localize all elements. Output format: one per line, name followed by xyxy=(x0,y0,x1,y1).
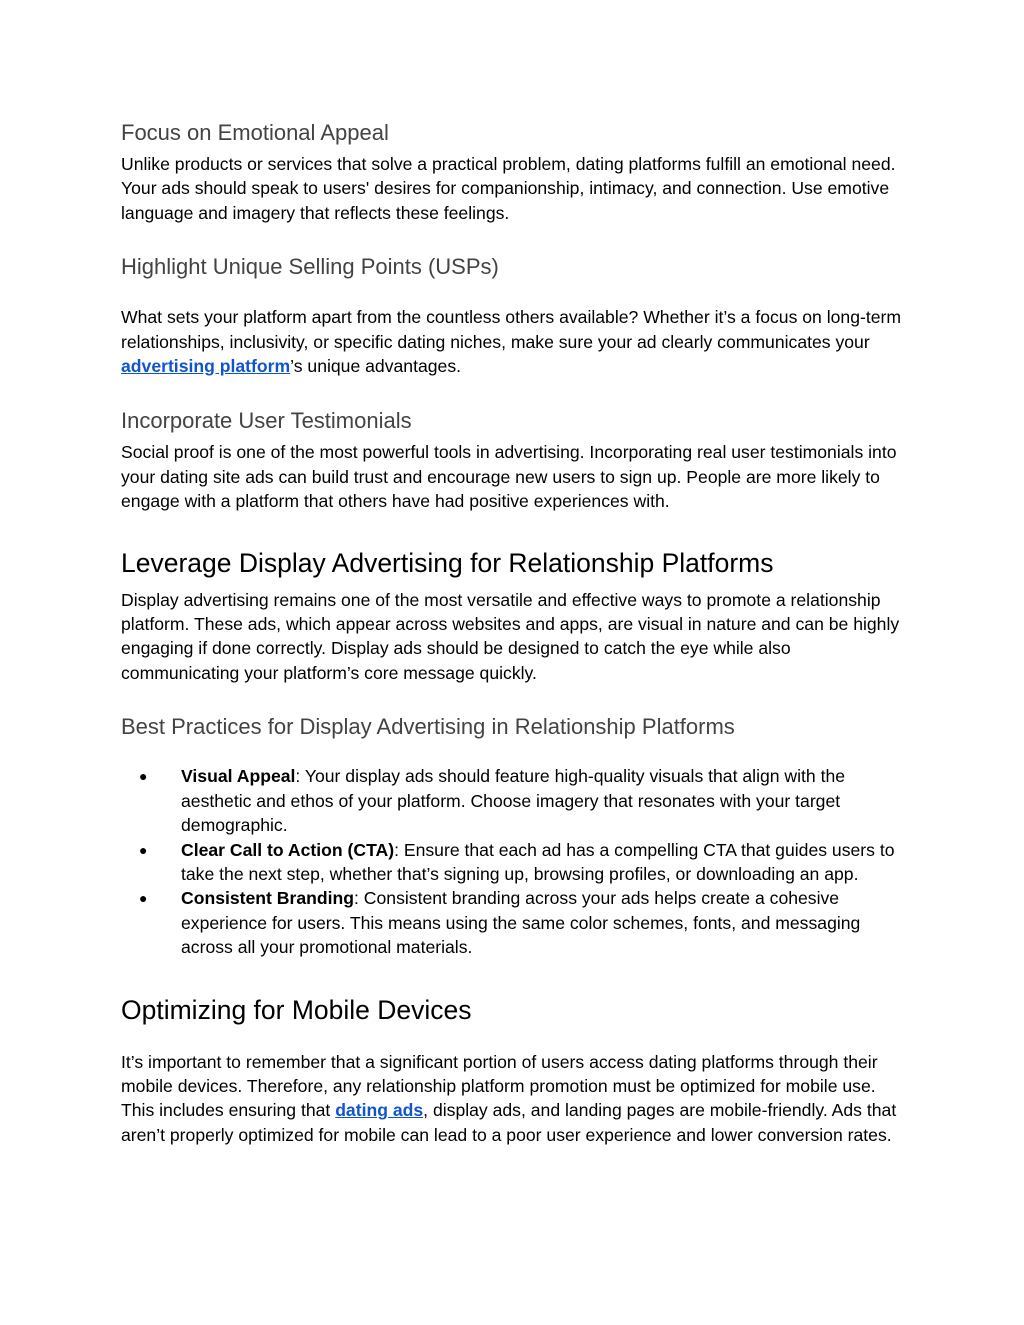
bullet-icon: ● xyxy=(139,890,148,907)
heading-best-practices: Best Practices for Display Advertising in Relationship Platforms xyxy=(121,714,735,740)
paragraph-user-testimonials: Social proof is one of the most powerful tools in advertising. Incorporating real user testimonials into your dating site ads can build trust and encourage new users to sign up. People are more likely to engage with a platform that others have had positive experiences with. xyxy=(121,442,897,512)
advertising-platform-link[interactable]: advertising platform xyxy=(121,356,291,377)
heading-unique-selling-points: Highlight Unique Selling Points (USPs) xyxy=(121,254,499,280)
best-practices-list xyxy=(121,764,904,959)
heading-mobile-devices: Optimizing for Mobile Devices xyxy=(121,994,472,1025)
list-item-title: Visual Appeal xyxy=(181,766,296,787)
dating-ads-link[interactable]: dating ads xyxy=(335,1100,424,1121)
bullet-icon: ● xyxy=(139,841,148,858)
list-item-text: : Your display ads should feature high-quality visuals that align with the aesthetic and ethos of your platform. Choose imagery that resonates with your target demographic. xyxy=(181,766,846,836)
list-item-title: Consistent Branding xyxy=(181,888,355,909)
paragraph-mobile-devices xyxy=(121,1050,904,1148)
list-item xyxy=(139,838,904,887)
list-item xyxy=(139,764,904,837)
paragraph-unique-selling-points xyxy=(121,305,904,378)
mobile-text-after: , display ads, and landing pages are mobile-friendly. Ads that aren’t properly optimized for mobile can lead to a poor user experience and lower conversion rates. xyxy=(121,1100,897,1145)
list-item-text: : Consistent branding across your ads helps create a cohesive experience for users. This means using the same color schemes, fonts, and messaging across all your promotional materials. xyxy=(181,888,861,958)
heading-emotional-appeal: Focus on Emotional Appeal xyxy=(121,120,389,145)
bullet-icon: ● xyxy=(139,768,148,785)
usp-text-after: ’s unique advantages. xyxy=(290,356,462,377)
usp-text-before: What sets your platform apart from the countless others available? Whether it’s a focus on long-term relationships, inclusivity, or specific dating niches, make sure your ad clearly communicates your xyxy=(121,307,902,352)
list-item-text: : Ensure that each ad has a compelling CTA that guides users to take the next step, whether that’s signing up, browsing profiles, or downloading an app. xyxy=(181,839,895,884)
paragraph-emotional-appeal: Unlike products or services that solve a practical problem, dating platforms fulfill an emotional need. Your ads should speak to users' desires for companionship, intimacy, and connection. Use emotive language and imagery that reflects these feelings. xyxy=(121,154,896,223)
list-item-title: Clear Call to Action (CTA) xyxy=(181,839,395,860)
mobile-text-before: It’s important to remember that a significant portion of users access dating platforms through their mobile devices. Therefore, any relationship platform promotion must be optimized for mobile use. This includes ensuring that xyxy=(121,1051,878,1121)
heading-user-testimonials: Incorporate User Testimonials xyxy=(121,408,412,434)
heading-display-advertising: Leverage Display Advertising for Relationship Platforms xyxy=(121,547,774,578)
paragraph-display-advertising: Display advertising remains one of the most versatile and effective ways to promote a relationship platform. These ads, which appear across websites and apps, are visual in nature and can be highly engaging if done correctly. Display ads should be designed to catch the eye while also communicating your platform’s core message quickly. xyxy=(121,589,900,683)
list-item xyxy=(139,886,904,959)
